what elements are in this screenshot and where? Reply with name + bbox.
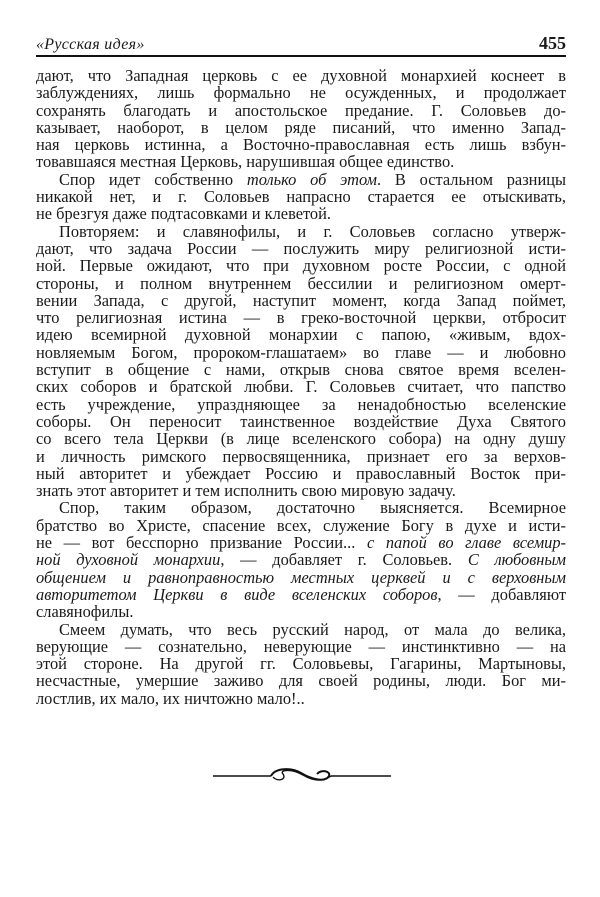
text-line: не брезгуя даже подтасовками и клеветой. <box>36 204 331 224</box>
text-line: не — вот бесспорно призвание России... с папой во главе всемир- <box>36 533 566 553</box>
text-line: со всего тела Церкви (в лице вселенского собора) на одну душу <box>36 429 566 449</box>
text-line: ной духовной монархии, — добавляет г. Соловьев. С любовным <box>36 550 566 570</box>
text-line: этой стороне. На другой гг. Соловьевы, Гагарины, Мартыновы, <box>36 654 566 674</box>
text-line: братство во Христе, спасение всех, служение Богу в духе и исти- <box>36 515 566 535</box>
text-line: ских соборов и братской любви. Г. Соловьев считает, что папство <box>36 377 566 397</box>
text-line: идею всемирной духовной монархии с папою, «живым, вдох- <box>36 325 566 345</box>
text-line: авторитетом Церкви в виде вселенских соборов, — добавляют <box>36 584 567 604</box>
text-line: что религиозная истина — в греко-восточной церкви, отбросит <box>36 308 566 328</box>
text-line: Спор идет собственно только об этом. В остальном разницы <box>59 169 567 189</box>
closing-flourish-icon <box>213 765 391 785</box>
page-number: 455 <box>539 33 566 53</box>
text-line: Повторяем: и славянофилы, и г. Соловьев согласно утверж- <box>59 221 566 241</box>
text-line: товавшаяся местная Церковь, нарушившая общее единство. <box>36 152 455 172</box>
text-line: ная церковь истинна, а Восточно-православная есть лишь взбун- <box>36 135 566 155</box>
text-line: заблуждениях, лишь формально не осужденных, и продолжает <box>36 83 566 103</box>
text-line: новляемым Богом, пророком-глашатаем» во главе — и любовно <box>36 342 566 362</box>
text-line: несчастные, умершие заживо для своей родины, люди. Бог ми- <box>36 671 566 691</box>
book-page <box>36 30 566 707</box>
running-head-title: «Русская идея» <box>36 36 145 53</box>
text-line: есть учреждение, упраздняющее за ненадобностью вселенские <box>36 394 566 414</box>
text-line: Спор, таким образом, достаточно выясняется. Всемирное <box>59 498 566 518</box>
running-head <box>36 30 566 57</box>
text-line: славянофилы. <box>36 602 134 622</box>
text-line: сохранять благодать и апостольское предание. Г. Соловьев до- <box>36 100 566 120</box>
text-line: стороны, и полном внутреннем бессилии и религиозном омерт- <box>36 273 566 293</box>
text-line: соборы. Он переносит таинственное воздействие Духа Святого <box>36 411 566 431</box>
text-line: вступит в общение с нами, открыв снова святое время вселен- <box>36 360 566 380</box>
text-line: ной. Первые ожидают, что при духовном росте России, с одной <box>36 256 566 276</box>
text-line: и личность римского первосвященника, признает его за верхов- <box>36 446 566 466</box>
body-text <box>36 67 566 707</box>
text-line: общением и равноправностью местных церквей и с верховным <box>36 567 566 587</box>
text-line: ный авторитет и убеждает Россию и православный Восток при- <box>36 463 566 483</box>
text-line: никакой нет, и г. Соловьев напрасно старается ее отыскивать, <box>36 187 566 207</box>
text-line: дают, что Западная церковь с ее духовной монархией коснеет в <box>36 66 566 85</box>
text-line: дают, что задача России — послужить миру религиозной исти- <box>36 238 566 258</box>
text-line: лостлив, их мало, их ничтожно мало!.. <box>36 688 305 708</box>
text-line: казывает, наоборот, в целом ряде писаний, что именно Запад- <box>36 117 566 137</box>
text-line: Смеем думать, что весь русский народ, от мала до велика, <box>59 619 566 639</box>
text-line: верующие — сознательно, неверующие — инстинктивно — на <box>36 636 566 656</box>
text-line: знать этот авторитет и тем исполнить свою мировую задачу. <box>36 481 456 501</box>
text-line: вении Запада, с другой, наступит момент, когда Запад поймет, <box>36 290 566 310</box>
